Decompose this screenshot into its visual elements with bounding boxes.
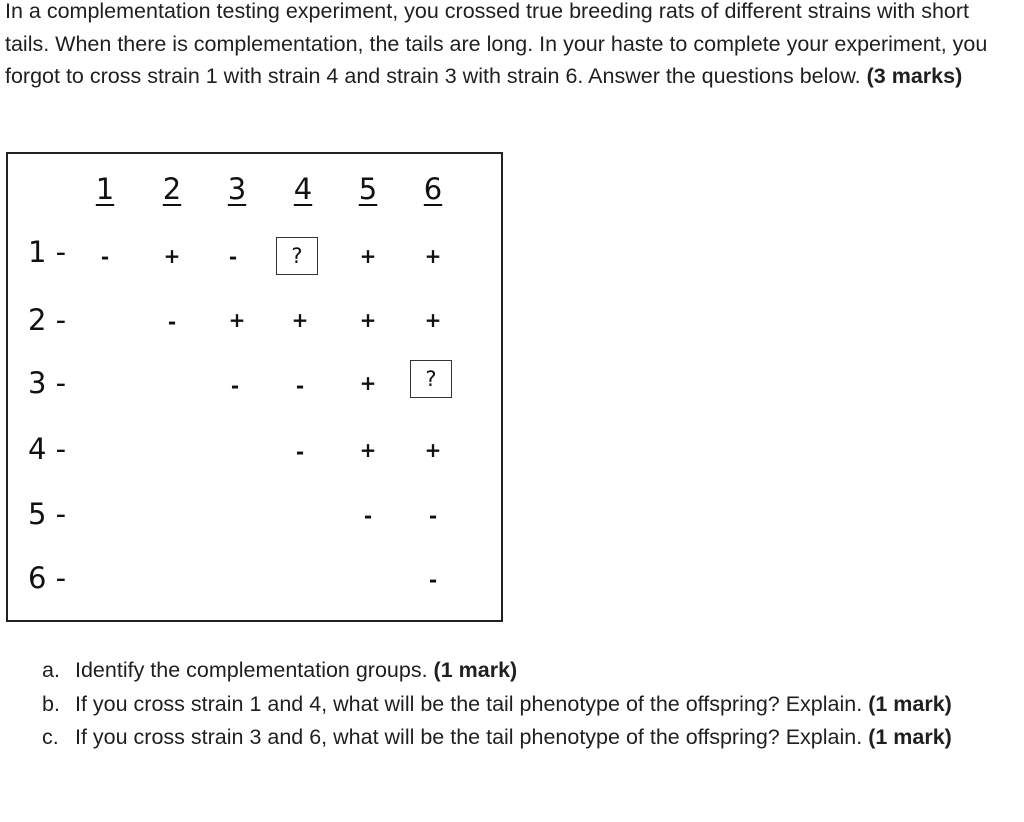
intro-paragraph: [5, 0, 1005, 93]
cell-1-1: -: [100, 245, 110, 269]
question-c-marks: (1 mark): [868, 725, 952, 749]
row-header-3: 3 -: [28, 366, 67, 400]
question-c-text: If you cross strain 3 and 6, what will be the tail phenotype of the offspring? Explain.: [75, 725, 869, 749]
question-c: [0, 721, 1010, 755]
cell-3-4: -: [295, 374, 305, 398]
question-list: [0, 654, 1010, 755]
question-b-text: If you cross strain 1 and 4, what will be the tail phenotype of the offspring? Explain.: [75, 691, 869, 716]
cell-4-6: +: [424, 438, 442, 462]
cell-3-6-missing: ?: [410, 360, 452, 398]
cell-2-6: +: [424, 308, 442, 332]
question-a: [0, 654, 1010, 688]
column-header-4: 4: [293, 172, 313, 206]
complementation-table: [6, 152, 503, 622]
question-c-marker: c.: [42, 725, 59, 749]
cell-5-6: -: [428, 504, 438, 528]
question-b-marker: b.: [42, 691, 60, 716]
cell-2-2: -: [167, 310, 177, 334]
question-a-marker: a.: [42, 658, 60, 682]
cell-1-3: -: [228, 245, 238, 269]
cell-4-4: -: [295, 440, 305, 464]
intro-text: In a complementation testing experiment, you crossed true breeding rats of different strains with short tails. When there is complementation, the tails are long. In your haste to complete your experiment, you forgot to cross strain 1 with strain 4 and strain 3 with strain 6. Answer the questions below.: [5, 0, 988, 88]
column-header-6: 6: [423, 172, 443, 206]
cell-4-5: +: [359, 438, 377, 462]
cell-5-5: -: [363, 504, 373, 528]
cell-6-6: -: [428, 568, 438, 592]
cell-2-5: +: [359, 308, 377, 332]
cell-1-5: +: [359, 244, 377, 268]
row-header-5: 5 -: [28, 497, 67, 531]
cell-1-4-missing: ?: [276, 237, 318, 275]
row-header-4: 4 -: [28, 432, 67, 466]
cell-1-2: +: [163, 244, 181, 268]
cell-3-5: +: [359, 371, 377, 395]
question-b: [0, 688, 1010, 722]
column-header-1: 1: [95, 172, 115, 206]
column-header-2: 2: [162, 172, 182, 206]
cell-2-3: +: [228, 308, 246, 332]
row-header-1: 1 -: [28, 235, 67, 269]
column-header-3: 3: [227, 172, 247, 206]
cell-3-3: -: [230, 374, 240, 398]
row-header-6: 6 -: [28, 561, 67, 595]
cell-1-6: +: [424, 244, 442, 268]
intro-marks: (3 marks): [866, 64, 963, 88]
question-a-marks: (1 mark): [433, 658, 518, 682]
question-b-marks: (1 mark): [868, 691, 952, 716]
cell-2-4: +: [291, 308, 309, 332]
column-header-5: 5: [358, 172, 378, 206]
row-header-2: 2 -: [28, 303, 67, 337]
question-a-text: Identify the complementation groups.: [75, 658, 434, 682]
